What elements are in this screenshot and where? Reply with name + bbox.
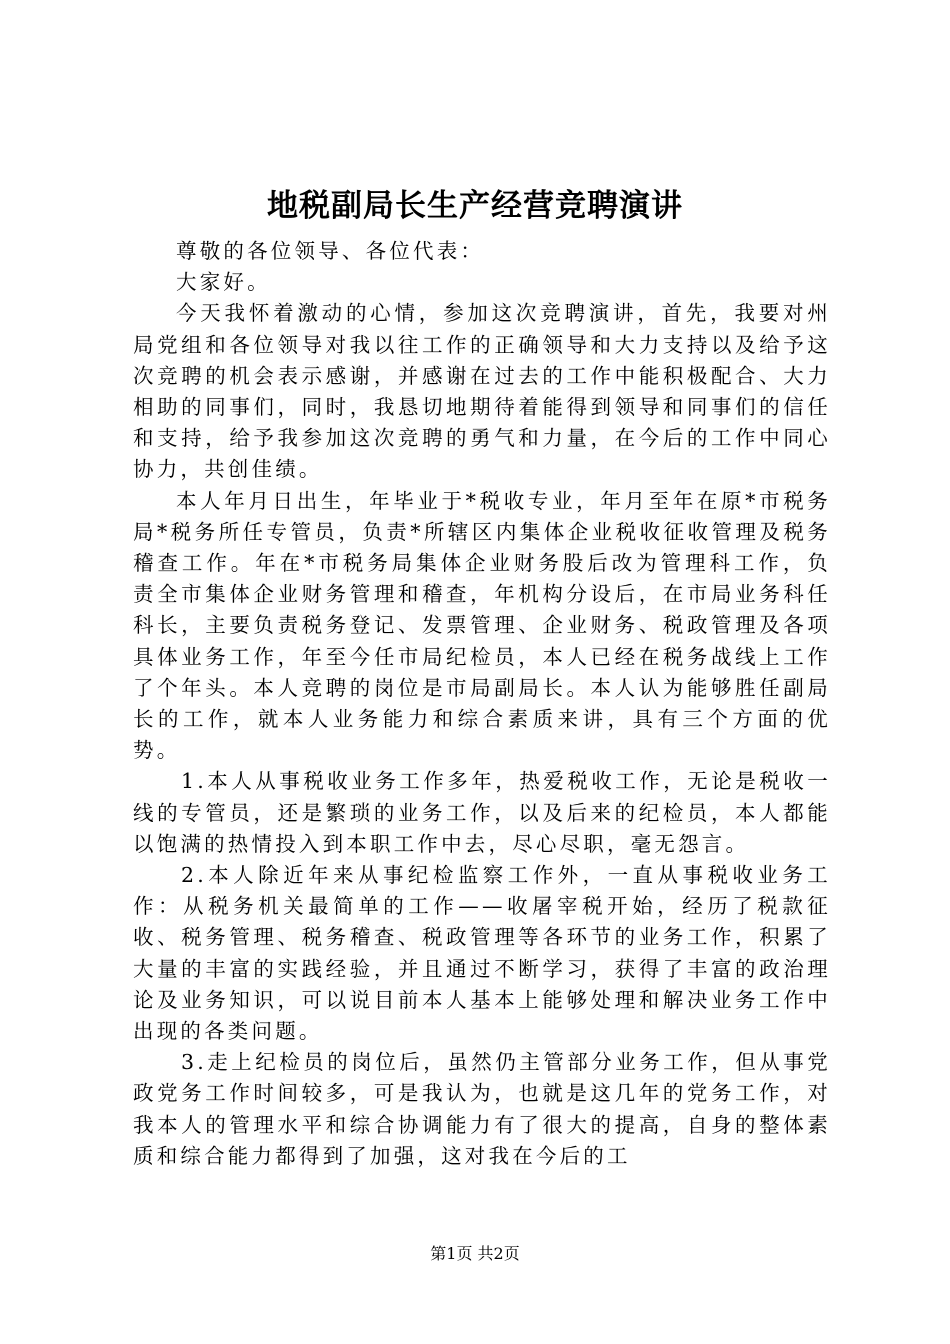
paragraph-point-1: 1.本人从事税收业务工作多年，热爱税收工作，无论是税收一线的专管员，还是繁琐的业务工作，以及后来的纪检员，本人都能以饱满的热情投入到本职工作中去，尽心尽职，毫无怨言。 <box>133 769 831 856</box>
paragraph-intro: 今天我怀着激动的心情，参加这次竞聘演讲，首先，我要对州局党组和各位领导对我以往工作的正确领导和大力支持以及给予这次竞聘的机会表示感谢，并感谢在过去的工作中能积极配合、大力相助的同事们，同时，我恳切地期待着能得到领导和同事们的信任和支持，给予我参加这次竞聘的勇气和力量，在今后的工作中同心协力，共创佳绩。 <box>133 301 831 482</box>
paragraph-point-3: 3.走上纪检员的岗位后，虽然仍主管部分业务工作，但从事党政党务工作时间较多，可是我认为，也就是这几年的党务工作，对我本人的管理水平和综合协调能力有了很大的提高，自身的整体素质和综合能力都得到了加强，这对我在今后的工 <box>133 1050 831 1168</box>
page-number-footer: 第1页 共2页 <box>430 1244 520 1263</box>
document-title: 地税副局长生产经营竞聘演讲 <box>267 188 683 224</box>
salutation: 尊敬的各位领导、各位代表： <box>176 239 485 263</box>
greeting: 大家好。 <box>176 270 271 295</box>
paragraph-background: 本人年月日出生，年毕业于*税收专业，年月至年在原*市税务局*税务所任专管员，负责*所辖区内集体企业税收征收管理及税务稽查工作。年在*市税务局集体企业财务股后改为管理科工作，负责全市集体企业财务管理和稽查，年机构分设后，在市局业务科任科长，主要负责税务登记、发票管理、企业财务、税政管理及各项具体业务工作，年至今任市局纪检员，本人已经在税务战线上工作了个年头。本人竞聘的岗位是市局副局长。本人认为能够胜任副局长的工作，就本人业务能力和综合素质来讲，具有三个方面的优势。 <box>133 488 831 763</box>
document-body <box>133 236 831 1172</box>
paragraph-point-2: 2.本人除近年来从事纪检监察工作外，一直从事税收业务工作：从税务机关最简单的工作——收屠宰税开始，经历了税款征收、税务管理、税务稽查、税政管理等各环节的业务工作，积累了大量的丰富的实践经验，并且通过不断学习，获得了丰富的政治理论及业务知识，可以说目前本人基本上能够处理和解决业务工作中出现的各类问题。 <box>133 863 831 1044</box>
